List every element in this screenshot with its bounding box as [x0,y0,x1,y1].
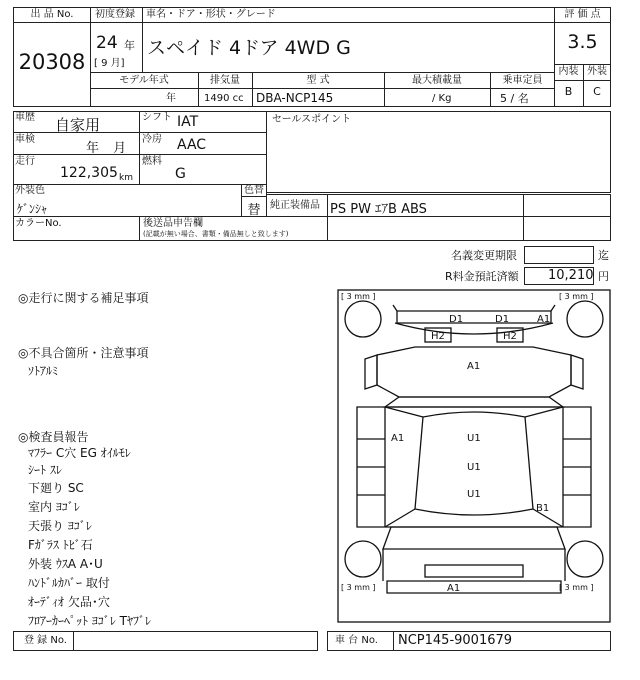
max-load-label: 最大積載量 [412,75,462,86]
model-label: 型 式 [306,75,330,86]
mark-u1-c: U1 [467,489,481,500]
model-year-unit: 年 [166,93,176,104]
color-label: 外装色 [15,185,45,196]
recycle-amount: 10,210 [548,268,594,283]
chassis-no: NCP145-9001679 [398,633,513,648]
inspector-notes [18,430,151,631]
name-change-label: 名義変更期限 [451,249,517,262]
first-reg-month: [ 9 月] [94,58,125,69]
aftermarket-note: (記載が無い場合、書類・備品無しと致します) [143,230,289,238]
inspector-line: ﾊﾝﾄﾞﾙｶﾊﾞｰ 取付 [28,576,110,590]
mark-b1-right: B1 [536,503,550,514]
color-change-label: 色替 [244,185,264,196]
mark-a1-hood: A1 [467,361,481,372]
ac-label: 冷房 [142,134,162,145]
tire-tread-rear-right: [ 3 mm ] [559,583,594,592]
name-change-box [524,246,594,264]
color-no-label: カラーNo. [15,218,62,229]
defects-title: ◎不具合箇所・注意事項 [18,346,149,360]
year-unit: 年 [124,39,135,52]
defects-line: ｿﾄｱﾙﾐ [28,364,59,378]
model-code: DBA-NCP145 [256,91,334,105]
color-value: ｹﾞﾝｼｬ [17,202,48,216]
lot-no: 20308 [18,50,86,74]
mark-u1-a: U1 [467,433,481,444]
driving-title: ◎走行に関する補足事項 [18,291,149,305]
car-name-label: 車名・ドア・形状・グレード [146,9,276,20]
info-block [13,111,267,185]
lot-no-label: 出 品 No. [30,9,74,20]
color-block [13,184,267,217]
exterior-grade: C [593,85,601,98]
mark-h2-right: H2 [503,331,517,342]
chassis-label: 車 台 No. [335,635,378,646]
mark-d1-mid: D1 [495,314,510,325]
shift-label: シフト [142,112,172,123]
inspector-line: 室内 ﾖｺﾞﾚ [28,500,80,514]
history-label: 車歴 [15,112,35,123]
aftermarket-label: 後送品申告欄 [143,218,203,229]
exterior-label: 外装 [587,66,607,77]
grade-label: 評 価 点 [564,9,601,20]
color-no-row [13,216,611,241]
inspector-line: ﾌﾛｱｰｶｰﾍﾟｯﾄ ﾖｺﾞﾚ Tﾔﾌﾞﾚ [28,614,151,628]
first-reg-label: 初度登録 [95,9,135,20]
inspector-line: 天張り ﾖｺﾞﾚ [28,519,92,533]
color-change-value: 替 [247,203,261,218]
grade-value: 3.5 [567,31,598,53]
inspection-value: 年 月 [86,141,127,156]
reg-no-label: 登 録 No. [24,635,67,646]
driving-notes [18,289,148,307]
mark-d1-left: D1 [449,314,464,325]
shift-value: IAT [177,114,199,130]
inspection-label: 車検 [15,134,35,145]
mark-h2-left: H2 [431,331,445,342]
recycle-unit: 円 [598,270,609,283]
inspector-line: 外装 ｳｽA A･U [28,557,103,571]
mileage-unit: km [119,173,133,183]
mark-u1-b: U1 [467,462,481,473]
mileage-label: 走行 [15,156,35,167]
max-load: / Kg [432,93,452,104]
fuel-value: G [175,166,186,182]
fuel-label: 燃料 [142,156,162,167]
history-value: 自家用 [55,116,101,134]
tire-tread-front-right: [ 3 mm ] [559,292,594,301]
displacement: 1490 cc [204,93,244,104]
mark-a1-left: A1 [391,433,405,444]
inspector-line: ｵｰﾃﾞｨｵ 欠品･穴 [28,595,110,609]
inspector-line: 下廻り SC [28,481,84,495]
inspector-line: ﾏﾌﾗｰ C穴 EG ｵｲﾙﾓﾚ [28,446,131,460]
inspector-line: ｼｰﾄ ｽﾚ [28,463,62,477]
interior-label: 内装 [558,66,579,77]
tire-tread-rear-left: [ 3 mm ] [341,583,376,592]
mark-a1-front-right: A1 [537,314,551,325]
car-name: スペイド 4ドア 4WD G [147,37,351,59]
recycle-label: R料金預託済額 [445,270,519,283]
capacity: 5 / 名 [500,92,529,105]
model-year-label: モデル年式 [119,75,169,86]
ac-value: AAC [177,137,207,153]
mileage-value: 122,305 [60,165,118,181]
defects-notes [18,344,148,380]
capacity-label: 乗車定員 [502,75,543,86]
sales-point-label: セールスポイント [272,114,352,125]
car-damage-diagram [337,289,611,623]
name-change-unit: 迄 [598,249,609,262]
mark-a1-rear: A1 [447,583,461,594]
interior-grade: B [564,85,573,98]
inspector-title: ◎検査員報告 [18,430,89,444]
equipment-value: PS PW ｴｱB ABS [330,202,427,217]
displacement-label: 排気量 [210,75,240,86]
first-reg-year: 24 [96,33,118,53]
inspector-line: Fｶﾞﾗｽ ﾄﾋﾞ石 [28,538,93,552]
equipment-label: 純正装備品 [270,200,320,211]
tire-tread-front-left: [ 3 mm ] [341,292,376,301]
